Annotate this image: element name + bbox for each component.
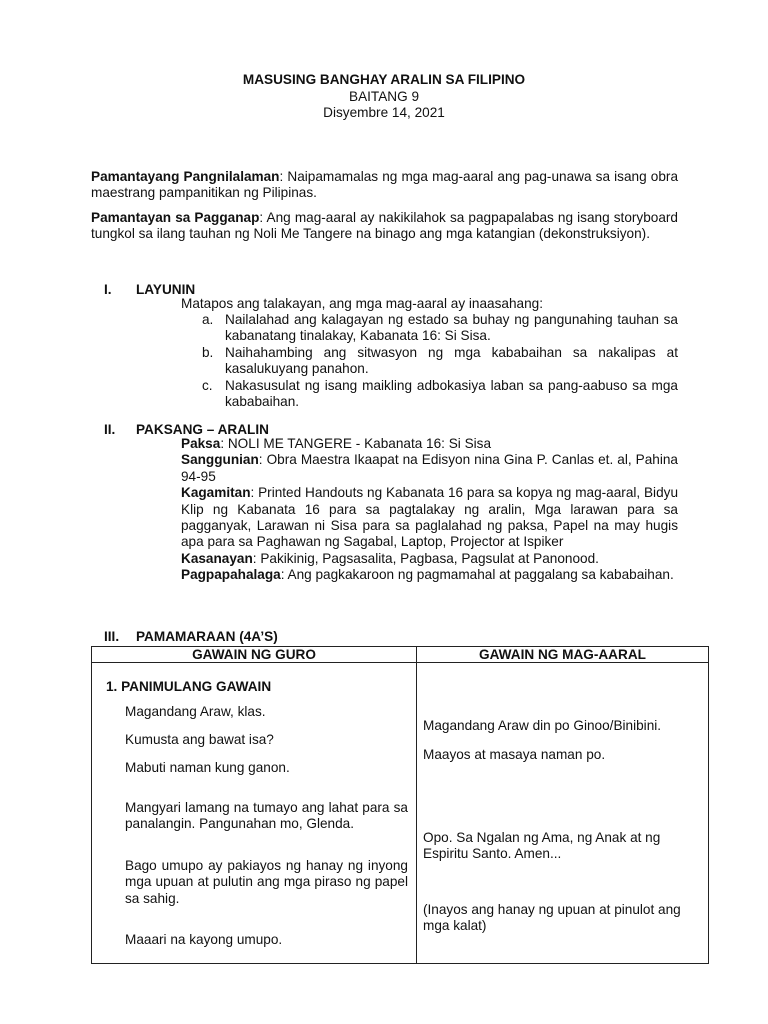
objectives-list [181,312,678,410]
objective-text: Nailalahad ang kalagayan ng estado sa buhay ng pangunahing tauhan sa kabanatang tinalakay, Kabanata 16: Si Sisa. [225,312,678,344]
skills-row [181,551,678,567]
objective-text: Naihahambing ang sitwasyon ng mga kababaihan sa nakalipas at kasalukuyang panahon. [225,344,678,377]
objective-item [181,378,678,411]
objective-item [181,345,678,378]
performance-standard-text: : Ang mag-aaral ay nakikilahok sa pagpapalabas ng isang storyboard tungkol sa ilang tauhan ng Noli Me Tangere na binago ang mga katangian (dekonstruksiyon). [91,210,678,242]
grade-level: BAITANG 9 [349,88,419,104]
objective-text: Nakasusulat ng isang maikling adbokasiya laban sa pang-aabuso sa mga kababaihan. [225,377,678,410]
values-text: : Ang pagkakaroon ng pagmamahal at paggalang sa kababaihan. [280,567,674,583]
teacher-column-header: GAWAIN NG GURO [92,647,417,663]
teacher-line: Kumusta ang bawat isa? [125,732,274,747]
teacher-line: Mabuti naman kung ganon. [125,760,290,775]
student-activities-cell [417,663,709,964]
topic-details [181,436,678,584]
content-standard-label: Pamantayang Pangnilalaman [91,169,280,184]
materials-text: : Printed Handouts ng Kabanata 16 para sa kopya ng mag-aaral, Bidyu Klip ng Kabanata 16 para sa pagtalakay ng aralin, Mga larawan para sa pagganyak, Larawan ni Sisa para sa paglalahad ng paksa, Papel na may hugis apa para sa Paghawan ng Sagabal, Laptop, Projector at Ispiker [181,485,678,550]
values-row [181,567,678,583]
teacher-activities-cell [92,663,417,964]
objective-letter: c. [202,377,213,393]
topic-label: Paksa [181,436,221,451]
document-header [0,72,768,122]
section-1-title: LAYUNIN [136,282,196,297]
teacher-line: Magandang Araw, klas. [125,704,266,719]
teacher-line: Mangyari lamang na tumayo ang lahat para sa panalangin. Pangunahan mo, Glenda. [125,800,408,832]
teacher-line: Maaari na kayong umupo. [125,932,283,947]
teacher-line: Bago umupo ay pakiayos ng hanay ng inyong mga upuan at pulutin ang mga piraso ng papel sa sahig. [125,858,408,906]
performance-standard-label: Pamantayan sa Pagganap [91,210,260,225]
content-standard-text: : Naipamamalas ng mga mag-aaral ang pag-unawa sa isang obra maestrang pampanitikan ng Pilipinas. [91,169,679,201]
content-standard [91,169,678,202]
section-3-title: PAMAMARAAN (4A’S) [136,629,278,644]
reference-row [181,452,678,485]
skills-label: Kasanayan [181,550,253,566]
materials-label: Kagamitan [181,485,251,501]
document-title: MASUSING BANGHAY ARALIN SA FILIPINO [242,72,526,87]
sub-heading: 1. PANIMULANG GAWAIN [106,679,272,694]
objective-letter: b. [202,344,214,360]
objective-item [181,312,678,345]
topic-row [181,436,678,452]
section-2-title: PAKSANG – ARALIN [136,422,269,437]
values-label: Pagpapahalaga [181,567,281,583]
student-column-header: GAWAIN NG MAG-AARAL [417,647,709,663]
table-header-row [92,647,709,663]
section-3-number: III. [104,629,120,644]
section-1-number: I. [104,282,112,297]
student-line: Magandang Araw din po Ginoo/Binibini. [423,718,662,733]
student-line: Opo. Sa Ngalan ng Ama, ng Anak at ng Espiritu Santo. Amen... [423,830,661,862]
section-2-number: II. [104,422,116,437]
objective-letter: a. [202,312,214,327]
student-line: Maayos at masaya naman po. [423,747,606,762]
reference-text: : Obra Maestra Ikaapat na Edisyon nina Gina P. Canlas et. al, Pahina 94-95 [181,452,678,484]
performance-standard [91,210,678,243]
table-row [92,663,709,964]
topic-text: : NOLI ME TANGERE - Kabanata 16: Si Sisa [220,436,492,451]
student-line: (Inayos ang hanay ng upuan at pinulot ang mga kalat) [423,902,681,934]
objectives-intro: Matapos ang talakayan, ang mga mag-aaral ay inaasahang: [181,296,543,311]
reference-label: Sanggunian [181,452,259,468]
materials-row [181,485,678,551]
procedure-table [91,646,709,964]
document-date: Disyembre 14, 2021 [323,105,445,120]
skills-text: : Pakikinig, Pagsasalita, Pagbasa, Pagsulat at Panonood. [252,550,599,566]
